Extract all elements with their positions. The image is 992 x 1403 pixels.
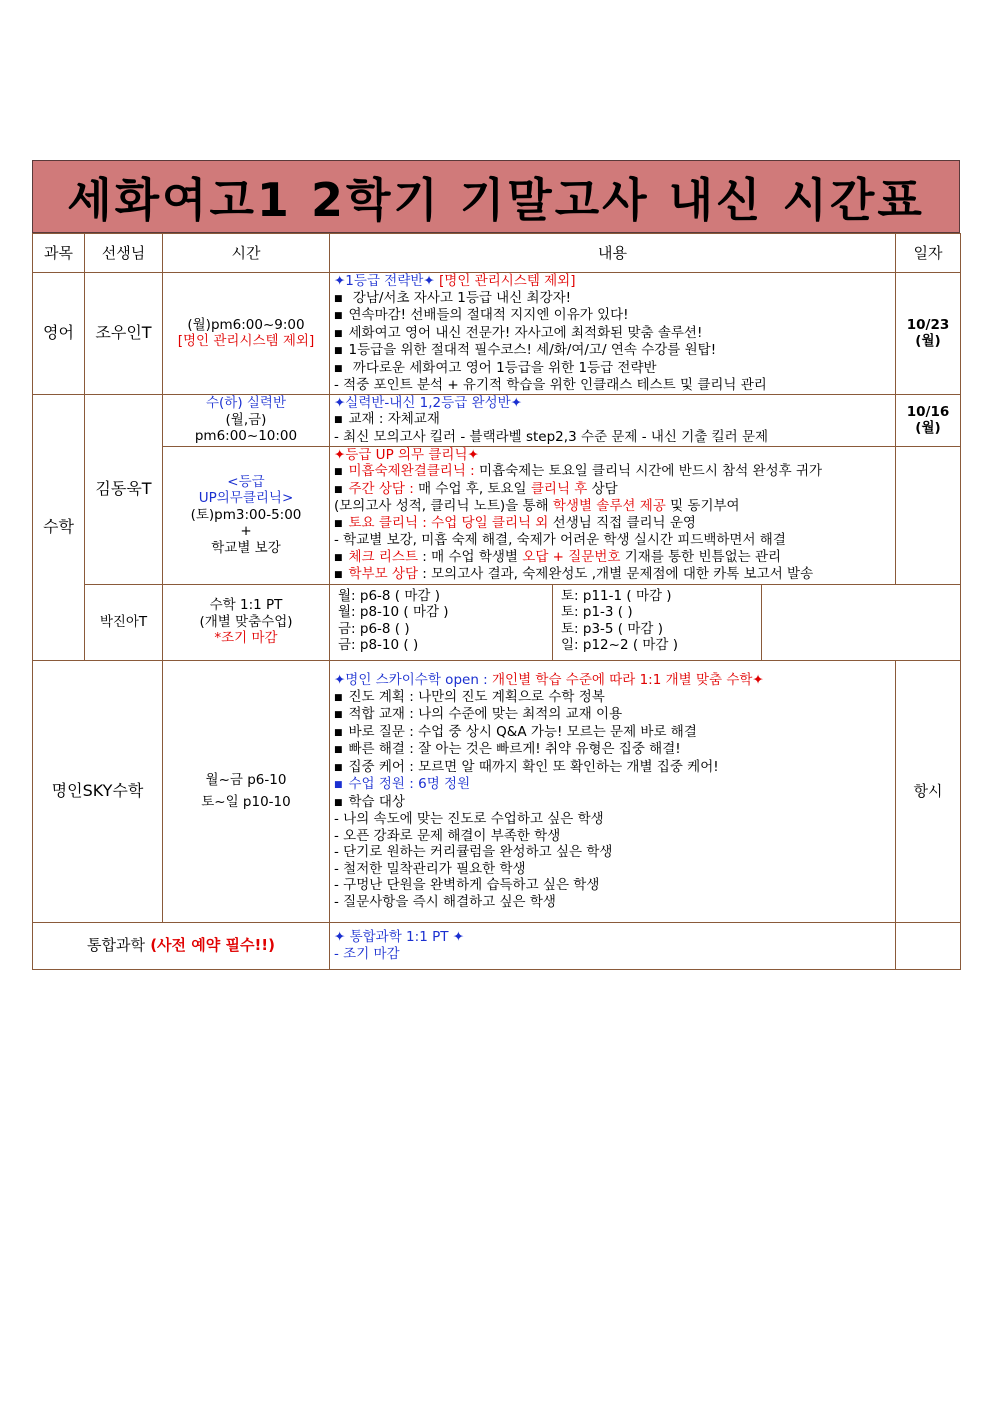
math-class1-date-value: 10/16 (906, 403, 950, 420)
math-class2-text: 미흡숙제는 토요일 클리닉 시간에 반드시 참석 완성후 귀가 (474, 463, 823, 479)
math-class1-footer: - 최신 모의고사 킬러 - 블랙라벨 step2,3 수준 문제 - 내신 기출 킬러 문제 (334, 428, 769, 445)
sky-target: - 철저한 밀착관리가 필요한 학생 (334, 860, 526, 877)
math-class1-time-days: (월,금) (225, 411, 267, 428)
math-class2-time-line: 학교별 보강 (211, 539, 281, 556)
english-heading-title: ✦1등급 전략반✦ (334, 273, 435, 289)
math-class2-text: 기재를 통한 빈틈없는 관리 (620, 548, 782, 565)
math-pt-row (33, 584, 961, 660)
math-class2-line (334, 463, 891, 481)
sky-content (330, 660, 896, 922)
math-class2-text: 오답 + 질문번호 (522, 548, 621, 565)
science-subject-cell (33, 922, 330, 969)
math-pt-slot: 월: p8-10 ( 마감 ) (338, 604, 449, 620)
math-class2-label: 주간 상담 : (348, 480, 414, 497)
page-title: 세화여고1 2학기 기말고사 내신 시간표 (32, 160, 960, 233)
header-content: 내용 (330, 234, 896, 273)
math-pt-schedule (330, 584, 961, 660)
header-time: 시간 (163, 234, 330, 273)
math-pt-slot: 토: p3-5 ( 마감 ) (561, 620, 663, 637)
english-teacher: 조우인T (85, 273, 163, 395)
math-class2-label: 체크 리스트 (348, 548, 419, 565)
science-note: (사전 예약 필수!!) (144, 936, 275, 955)
sky-item: ■ 바로 질문 : 수업 중 상시 Q&A 가능! 모르는 문제 바로 해결 (334, 724, 891, 742)
math-pt-slot: 금: p6-8 ( ) (338, 620, 410, 637)
math-subject: 수학 (33, 394, 85, 660)
math-class2-line (334, 515, 891, 533)
math-class2-line (334, 549, 891, 567)
math-class2-text: 학생별 솔루션 제공 (552, 498, 666, 514)
math-class1-date-day: (월) (915, 420, 941, 436)
math-class2-time (163, 446, 330, 584)
english-footer: - 적중 포인트 분석 + 유기적 학습을 위한 인클래스 테스트 및 클리닉 관리 (334, 377, 767, 393)
math-pt-slot: 토: p11-1 ( 마감 ) (561, 587, 672, 604)
science-row (33, 922, 961, 969)
math-class2-row (33, 446, 961, 584)
sky-target: - 질문사항을 즉시 해결하고 싶은 학생 (334, 893, 556, 910)
sky-target: - 구멍난 단원을 완벽하게 습득하고 싶은 학생 (334, 877, 600, 893)
math-pt-slot: 금: p8-10 ( ) (338, 637, 419, 653)
timetable-sheet (32, 160, 960, 970)
english-item: ■ 세화여고 영어 내신 전문가! 자사고에 최적화된 맞춤 솔루션! (334, 325, 891, 343)
math-pt-slots-right (553, 585, 762, 660)
sky-target: - 단기로 원하는 커리큘럼을 완성하고 싶은 학생 (334, 844, 613, 860)
sky-target: - 나의 속도에 맞는 진도로 수업하고 싶은 학생 (334, 811, 604, 827)
english-time-note: [명인 관리시스템 제외] (177, 333, 315, 350)
math-pt-slot: 월: p6-8 ( 마감 ) (338, 587, 440, 604)
header-subject: 과목 (33, 234, 85, 273)
math-class2-time-line: (토)pm3:00-5:00 (190, 506, 302, 523)
math-class2-label: 학부모 상담 (348, 566, 419, 582)
math-class2-time-line: + (240, 523, 252, 540)
sky-heading-desc: 개인별 학습 수준에 따라 1:1 개별 맞춤 수학✦ (492, 672, 764, 688)
math-class2-heading: ✦등급 UP 의무 클리닉✦ (334, 446, 479, 463)
science-content (330, 922, 896, 969)
sky-heading (334, 672, 891, 689)
math-class2-text: : 모의고사 결과, 숙제완성도 ,개별 문제점에 대한 카톡 보고서 발송 (418, 566, 814, 582)
english-date (896, 273, 961, 395)
math-class1-time-hours: pm6:00~10:00 (194, 428, 298, 445)
math-class2-label: 미흡숙제완결클리닉 : (348, 463, 475, 479)
math-class2-text: (모의고사 성적, 클리닉 노트)을 통해 (334, 498, 553, 514)
english-subject: 영어 (33, 273, 85, 395)
sky-time (163, 660, 330, 922)
sky-time-weekday: 월~금 p6-10 (205, 772, 287, 788)
english-date-day: (월) (915, 333, 941, 350)
math-pt-slots-left (330, 585, 553, 660)
sky-row (33, 660, 961, 922)
math-class2-text: : 매 수업 학생별 (418, 548, 523, 565)
math-class2-line (334, 566, 891, 584)
math-class1-time (163, 394, 330, 446)
math-pt-time-note: *조기 마감 (214, 630, 278, 647)
sky-item: ■ 집중 케어 : 모르면 알 때까지 확인 또 확인하는 개별 집중 케어! (334, 759, 891, 777)
math-class2-text: 수업 당일 클리닉 외 (426, 514, 549, 531)
sky-target: - 오픈 강좌로 문제 해결이 부족한 학생 (334, 827, 561, 844)
sky-item: ■ 빠른 해결 : 잘 아는 것은 빠르게! 취약 유형은 집중 해결! (334, 741, 891, 759)
header-date: 일자 (896, 234, 961, 273)
math-teacher: 김동욱T (85, 394, 163, 584)
english-item: ■ 까다로운 세화여고 영어 1등급을 위한 1등급 전략반 (334, 360, 891, 378)
sky-item: ■ 진도 계획 : 나만의 진도 계획으로 수학 정복 (334, 689, 891, 707)
english-item: ■ 1등급을 위한 절대적 필수코스! 세/화/여/고/ 연속 수강를 원탑! (334, 342, 891, 360)
math-class2-line (334, 481, 891, 499)
math-class2-text: 매 수업 후, 토요일 (413, 480, 531, 497)
math-class2-text: 및 동기부여 (665, 498, 740, 514)
math-class2-content (330, 446, 896, 584)
sky-subject: 명인SKY수학 (33, 660, 163, 922)
math-class1-row (33, 394, 961, 446)
header-teacher: 선생님 (85, 234, 163, 273)
sky-capacity: ■ 수업 정원 : 6명 정원 (334, 776, 891, 794)
sky-item: ■ 적합 교재 : 나의 수준에 맞는 최적의 교재 이용 (334, 706, 891, 724)
math-class2-label: 토요 클리닉 : (348, 514, 427, 531)
english-item: ■ 강남/서초 자사고 1등급 내신 최강자! (334, 290, 891, 308)
sky-heading-title: ✦명인 스카이수학 open : (334, 672, 493, 688)
math-pt-slot: 일: p12~2 ( 마감 ) (561, 637, 679, 653)
math-class2-time-line: <등급 (227, 473, 265, 490)
english-time (163, 273, 330, 395)
english-row (33, 273, 961, 395)
math-class1-heading: ✦실력반-내신 1,2등급 완성반✦ (334, 394, 522, 411)
science-date (896, 922, 961, 969)
timetable (32, 233, 961, 970)
header-row (33, 234, 961, 273)
math-pt-time (163, 584, 330, 660)
math-class2-text: 상담 (587, 480, 618, 497)
math-pt-time-title: 수학 1:1 PT (209, 597, 283, 614)
sky-time-weekend: 토~일 p10-10 (201, 794, 291, 810)
science-heading: ✦ 통합과학 1:1 PT ✦ (334, 929, 465, 945)
math-pt-teacher: 박진아T (85, 584, 163, 660)
sky-date: 항시 (896, 660, 961, 922)
math-pt-slot: 토: p1-3 ( ) (561, 604, 633, 620)
math-class2-text: 선생님 직접 클리닉 운영 (548, 514, 696, 531)
english-heading-note: [명인 관리시스템 제외] (434, 273, 576, 289)
math-class1-content (330, 394, 896, 446)
math-class2-date (896, 446, 961, 584)
math-class2-line (334, 498, 891, 515)
english-content (330, 273, 896, 395)
english-heading (334, 273, 891, 290)
math-class1-time-title: 수(하) 실력반 (205, 395, 287, 412)
math-class1-item: ■ 교재 : 자체교재 (334, 411, 891, 429)
english-time-day: (월)pm6:00~9:00 (187, 316, 305, 333)
math-class2-line: - 학교별 보강, 미흡 숙제 해결, 숙제가 어려운 학생 실시간 피드백하면서 해결 (334, 532, 786, 548)
english-date-value: 10/23 (906, 316, 950, 333)
math-pt-time-type: (개별 맞춤수업) (199, 613, 293, 630)
math-class2-time-line: UP의무클리닉> (198, 490, 294, 507)
math-class1-date (896, 394, 961, 446)
math-pt-empty (762, 585, 960, 660)
english-item: ■ 연속마감! 선배들의 절대적 지지엔 이유가 있다! (334, 307, 891, 325)
sky-target-heading: ■ 학습 대상 (334, 794, 891, 812)
math-class2-text: 클리닉 후 (530, 480, 588, 497)
science-subject: 통합과학 (87, 936, 145, 955)
science-footer: - 조기 마감 (334, 945, 400, 962)
